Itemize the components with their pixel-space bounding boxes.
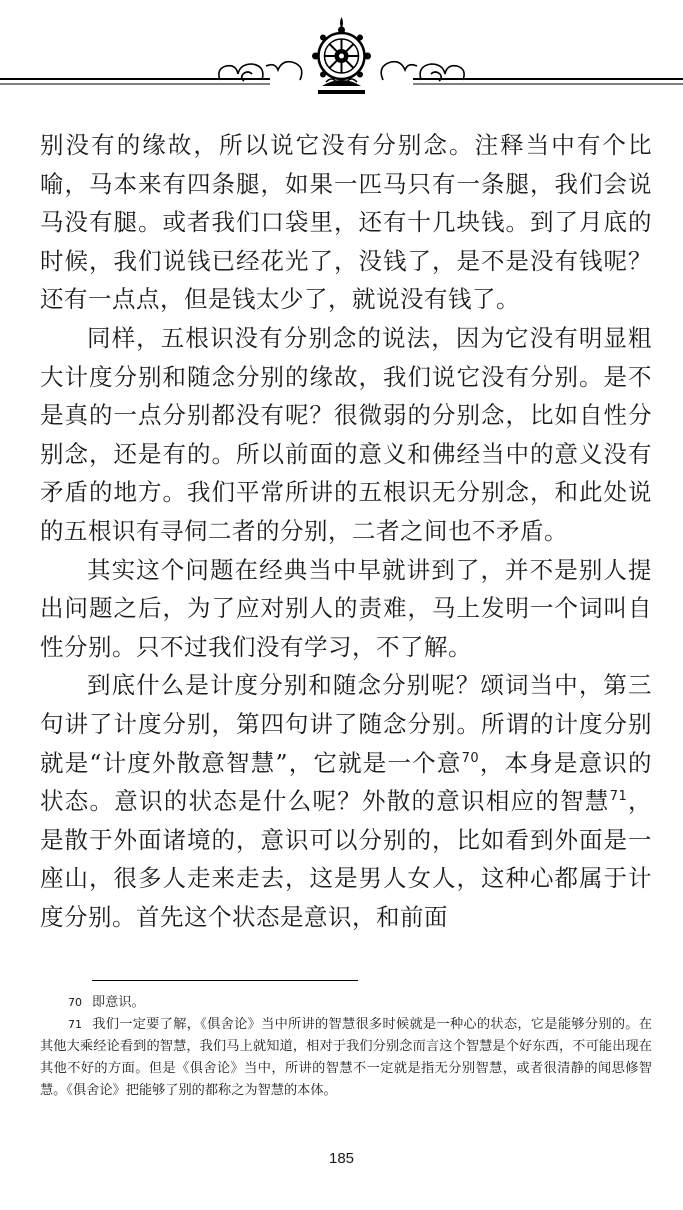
- footnote-text: 即意识。: [92, 995, 145, 1010]
- main-text: [40, 126, 652, 936]
- footnote-number: 70: [68, 996, 82, 1009]
- footnote-text: 我们一定要了解，《俱舍论》当中所讲的智慧很多时候就是一种心的状态，它是能够分别的。在其他大乘经论看到的智慧，我们马上就知道，相对于我们分别念而言这个智慧是个好东西，不可能出现在其他不好的方面。但是《俱舍论》当中，所讲的智慧不一定就是指无分别智慧，或者很清静的闻思修智慧。《俱舍论》把能够了别的都称之为智慧的本体。: [40, 1017, 652, 1098]
- footnote-number: 71: [68, 1018, 82, 1031]
- footnote-divider: [92, 980, 358, 981]
- footnote-70: [40, 992, 652, 1014]
- footnotes: [40, 992, 652, 1102]
- paragraph-3: 其实这个问题在经典当中早就讲到了，并不是别人提出问题之后，为了应对别人的责难，马上发明一个词叫自性分别。只不过我们没有学习，不了解。: [40, 555, 652, 661]
- header-ornament: [0, 0, 683, 110]
- dharma-wheel-icon: [312, 17, 371, 94]
- page-header: [0, 0, 683, 110]
- paragraph-4-part-a: 到底什么是计度分别和随念分别呢？颂词当中，第三句讲了计度分别，第四句讲了随念分别。所谓的计度分别就是“计度外散意智慧”，它就是一个意: [40, 671, 652, 777]
- paragraph-4-part-c: ，是散于外面诸境的，意识可以分别的，比如看到外面是一座山，很多人走来走去，这是男人女人，这种心都属于计度分别。首先这个状态是意识，和前面: [40, 787, 653, 931]
- page-number: 185: [328, 1150, 355, 1167]
- paragraph-4-part-b: ，本身是意识的状态。意识的状态是什么呢？外散的意识相应的智慧: [40, 748, 653, 816]
- footnote-ref-70[interactable]: 70: [461, 750, 480, 766]
- footnote-ref-71[interactable]: 71: [609, 789, 628, 805]
- paragraph-4: [40, 666, 652, 936]
- footnote-71: [40, 1014, 652, 1102]
- paragraph-1: 别没有的缘故，所以说它没有分别念。注释当中有个比喻，马本来有四条腿，如果一匹马只有一条腿，我们会说马没有腿。或者我们口袋里，还有十几块钱。到了月底的时候，我们说钱已经花光了，没钱了，是不是没有钱呢？还有一点点，但是钱太少了，就说没有钱了。: [40, 131, 652, 314]
- paragraph-2: 同样，五根识没有分别念的说法，因为它没有明显粗大计度分别和随念分别的缘故，我们说它没有分别。是不是真的一点分别都没有呢？很微弱的分别念，比如自性分别念，还是有的。所以前面的意义和佛经当中的意义没有矛盾的地方。我们平常所讲的五根识无分别念，和此处说的五根识有寻伺二者的分别，二者之间也不矛盾。: [40, 323, 652, 545]
